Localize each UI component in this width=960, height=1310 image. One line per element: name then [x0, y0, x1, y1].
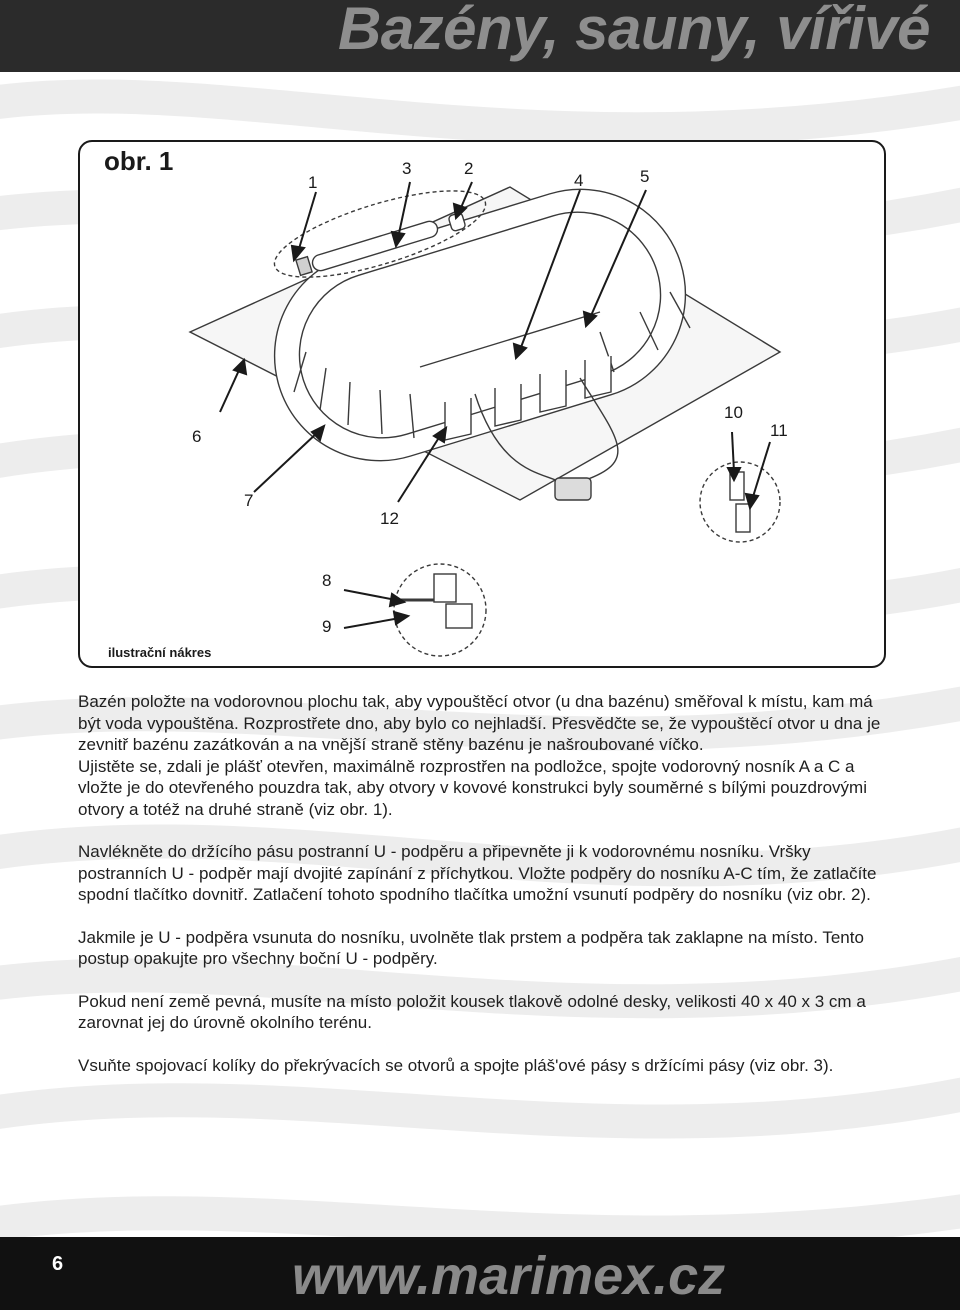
- paragraph-2: Ujistěte se, zdali je plášť otevřen, maximálně rozprostřen na podložce, spojte vodorovný nosník A a C a vložte je do otevřeného pouzdra tak, aby otvory v kovové konstrukci byly souměrné s bílými pouzdrovými otvory a totéž na druhé straně (viz obr. 1).: [78, 756, 867, 819]
- paragraph-4: Jakmile je U - podpěra vsunuta do nosníku, uvolněte tlak prstem a podpěra tak zaklapne na místo. Tento postup opakujte pro všechny boční U - podpěry.: [78, 927, 864, 968]
- callout-9: 9: [322, 617, 332, 636]
- callout-8: 8: [322, 571, 332, 590]
- callout-6: 6: [192, 427, 202, 446]
- website-url[interactable]: www.marimex.cz: [292, 1246, 726, 1306]
- callout-11: 11: [770, 421, 788, 440]
- callout-7: 7: [244, 491, 254, 510]
- pool-assembly-illustration: [80, 142, 884, 666]
- figure-caption: ilustrační nákres: [108, 645, 212, 660]
- instructions-text: [78, 691, 888, 1097]
- paragraph-1: Bazén položte na vodorovnou plochu tak, aby vypouštěcí otvor (u dna bazénu) směřoval k místu, kam má být voda vypouštěna. Rozprostřete dno, aby bylo co nejhladší. Přesvědčte se, že vypouštěcí otvor u dna je zevnitř bazénu zazátkován a na vnější straně stěny bazénu je našroubované víčko.: [78, 692, 881, 754]
- page-number: 6: [52, 1253, 64, 1275]
- header-bar: [0, 0, 960, 72]
- paragraph-5: Pokud není země pevná, musíte na místo položit kousek tlakově odolné desky, velikosti 40 x 40 x 3 cm a zarovnat jej do úrovně okolního terénu.: [78, 991, 866, 1032]
- callout-3: 3: [402, 159, 412, 178]
- callout-5: 5: [640, 167, 650, 186]
- paragraph-6: Vsuňte spojovací kolíky do překrývacích se otvorů a spojte pláš'ové pásy s držícími pásy (viz obr. 3).: [78, 1055, 834, 1075]
- footer-bar: [0, 1237, 960, 1310]
- filter-pump: [555, 478, 591, 500]
- callout-1: 1: [308, 173, 318, 192]
- figure-1-frame: [78, 140, 886, 668]
- figure-label: obr. 1: [104, 146, 174, 176]
- callout-4: 4: [574, 171, 584, 190]
- callout-2: 2: [464, 159, 474, 178]
- callout-12: 12: [380, 509, 399, 528]
- paragraph-3: Navlékněte do držícího pásu postranní U - podpěru a připevněte ji k vodorovnému nosníku. Vršky postranních U - podpěr mají dvojité zapínání z příchytkou. Vložte podpěry do nosníku A-C tím, že zatlačíte spodní tlačítko dovnitř. Zatlačení tohoto spodního tlačítka umožní vsunutí podpěry do nosníku (viz obr. 2).: [78, 842, 877, 904]
- page-title: Bazény, sauny, vířivé: [337, 0, 930, 62]
- callout-10: 10: [724, 403, 743, 422]
